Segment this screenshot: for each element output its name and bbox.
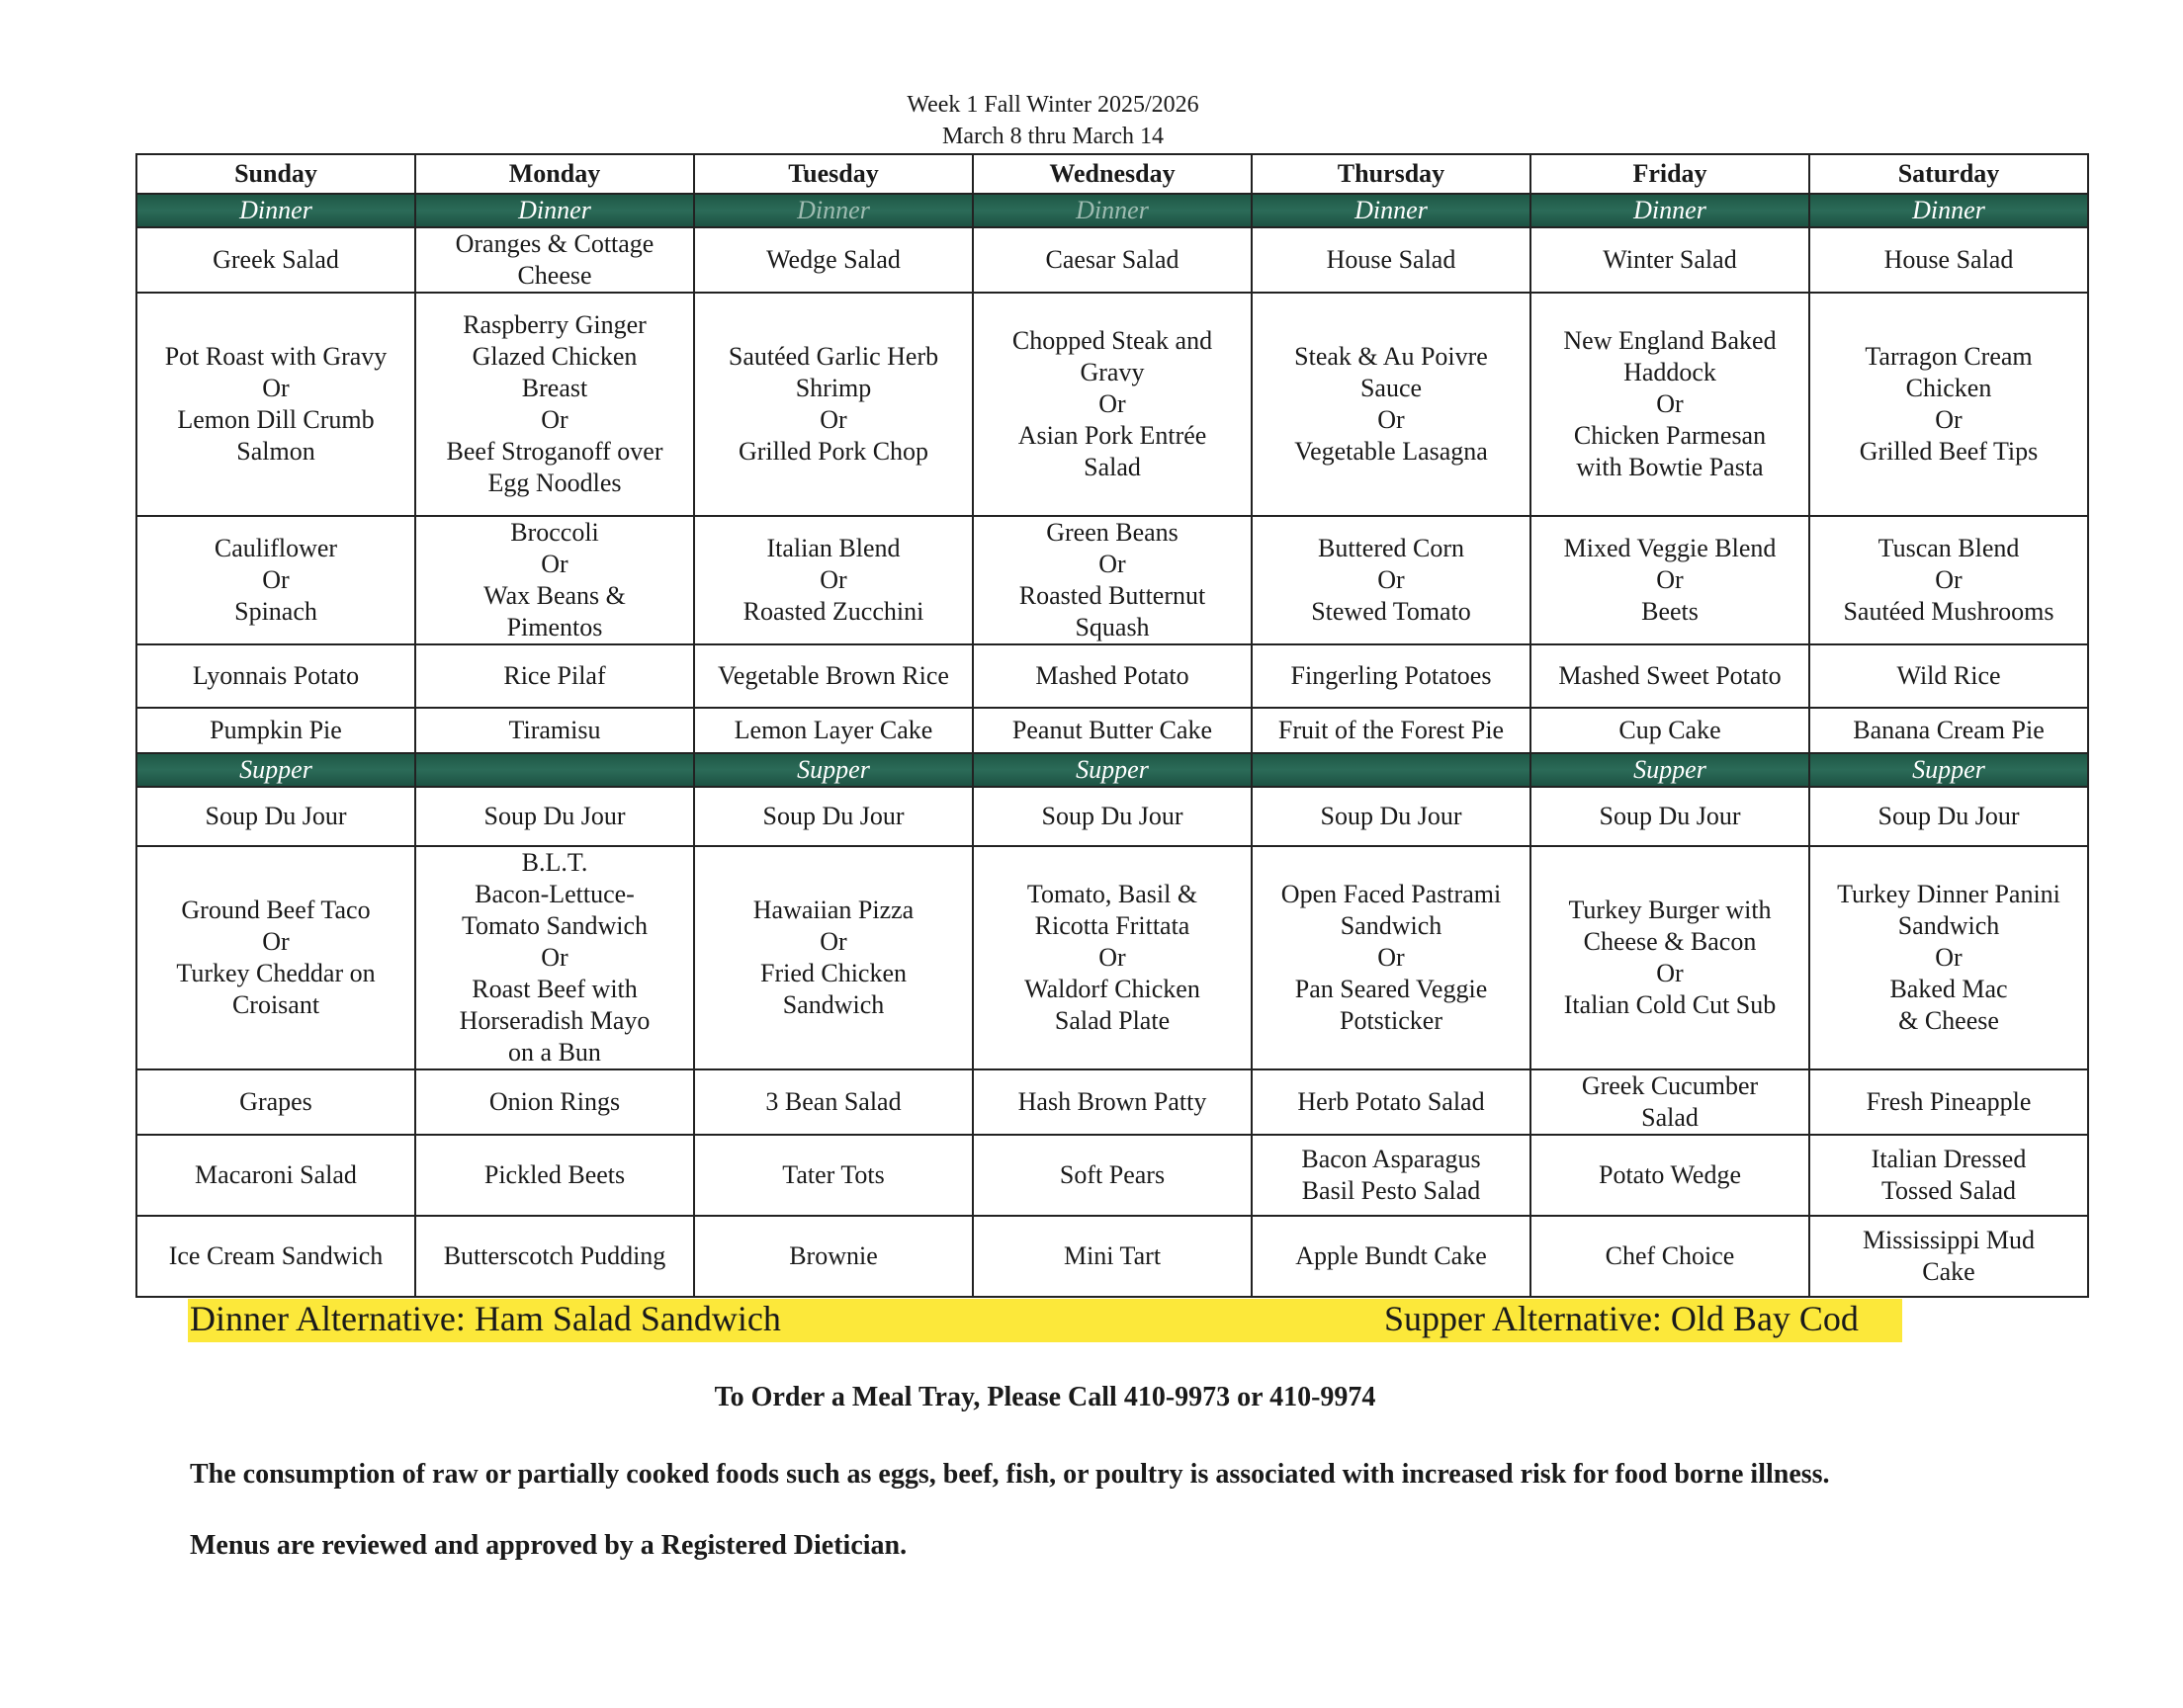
- menu-cell-line: Gravy: [1080, 358, 1145, 386]
- menu-cell-line: Pimentos: [506, 613, 603, 641]
- menu-cell-line: Roasted Butternut: [1018, 581, 1206, 610]
- menu-cell: [1809, 293, 2088, 516]
- menu-cell-line: Cake: [1922, 1257, 1975, 1286]
- dinner-vegetable-row: [136, 516, 2088, 644]
- menu-cell-line: Cauliflower: [214, 534, 338, 562]
- menu-cell: [694, 516, 973, 644]
- menu-cell: [1252, 846, 1530, 1069]
- day-header: Saturday: [1809, 154, 2088, 194]
- meal-band-cell: Supper: [694, 753, 973, 787]
- menu-cell: Vegetable Brown Rice: [694, 644, 973, 708]
- menu-cell-line: Italian Blend: [766, 534, 901, 562]
- meal-band-cell: [415, 753, 694, 787]
- day-header: Friday: [1530, 154, 1809, 194]
- menu-cell-line: Waldorf Chicken: [1024, 975, 1200, 1003]
- menu-cell-line: Beef Stroganoff over: [446, 437, 663, 466]
- menu-cell: Banana Cream Pie: [1809, 708, 2088, 753]
- menu-cell: [136, 1069, 415, 1135]
- menu-cell-line: Stewed Tomato: [1311, 597, 1471, 626]
- menu-cell-line: Or: [1656, 959, 1684, 987]
- menu-cell-line: Bacon-Lettuce-: [475, 880, 635, 908]
- menu-cell: [415, 516, 694, 644]
- menu-cell-line: Butterscotch Pudding: [443, 1241, 666, 1270]
- menu-cell-line: Buttered Corn: [1317, 534, 1465, 562]
- menu-cell: Soup Du Jour: [1252, 787, 1530, 846]
- menu-cell: Tiramisu: [415, 708, 694, 753]
- menu-cell-line: Beets: [1641, 597, 1699, 626]
- menu-cell-line: Tuscan Blend: [1877, 534, 2020, 562]
- menu-cell-line: Apple Bundt Cake: [1295, 1241, 1487, 1270]
- menu-cell-line: Or: [1935, 405, 1963, 434]
- menu-cell-line: Or: [262, 565, 290, 594]
- menu-cell-line: Horseradish Mayo: [459, 1006, 651, 1035]
- order-note: To Order a Meal Tray, Please Call 410-9973 or 410-9974: [714, 1382, 1376, 1412]
- menu-title: Week 1 Fall Winter 2025/2026: [907, 92, 1199, 118]
- menu-cell-line: Pan Seared Veggie: [1294, 975, 1488, 1003]
- menu-cell: Greek Salad: [136, 227, 415, 293]
- menu-cell-line: Or: [541, 943, 568, 972]
- dietician-note: Menus are reviewed and approved by a Registered Dietician.: [190, 1530, 908, 1561]
- menu-cell: [1252, 1135, 1530, 1216]
- meal-band-cell: Dinner: [415, 194, 694, 227]
- dinner-dessert-row: [136, 708, 2088, 753]
- meal-band-cell: Dinner: [973, 194, 1252, 227]
- menu-cell-line: Sandwich: [1340, 911, 1442, 940]
- menu-cell: Mashed Sweet Potato: [1530, 644, 1809, 708]
- menu-cell: [415, 1069, 694, 1135]
- menu-cell-line: Ricotta Frittata: [1034, 911, 1190, 940]
- meal-band-cell: Dinner: [694, 194, 973, 227]
- menu-cell-line: Tater Tots: [782, 1160, 885, 1189]
- menu-cell: [694, 1216, 973, 1297]
- menu-cell-line: Sautéed Mushrooms: [1843, 597, 2054, 626]
- menu-cell-line: Steak & Au Poivre: [1294, 342, 1488, 371]
- menu-cell-line: Herb Potato Salad: [1297, 1087, 1485, 1116]
- menu-cell-line: Salad: [1084, 453, 1141, 481]
- menu-cell-line: Raspberry Ginger: [463, 310, 647, 339]
- menu-cell-line: Chicken: [1905, 374, 1992, 402]
- menu-cell-line: Or: [1377, 565, 1405, 594]
- menu-cell-line: Or: [1656, 565, 1684, 594]
- menu-cell: Lyonnais Potato: [136, 644, 415, 708]
- menu-cell-line: Or: [1656, 389, 1684, 418]
- supper-side1-row: [136, 1069, 2088, 1135]
- menu-cell-line: Salmon: [236, 437, 315, 466]
- menu-cell: [1809, 1216, 2088, 1297]
- meal-band-cell: Supper: [1530, 753, 1809, 787]
- day-header: Sunday: [136, 154, 415, 194]
- supper-side2-row: [136, 1135, 2088, 1216]
- menu-cell-line: Spinach: [234, 597, 317, 626]
- day-header: Monday: [415, 154, 694, 194]
- meal-band-cell: Supper: [973, 753, 1252, 787]
- menu-cell-line: B.L.T.: [521, 848, 588, 877]
- menu-cell-line: Asian Pork Entrée: [1017, 421, 1207, 450]
- menu-cell: [136, 293, 415, 516]
- day-header-row: [136, 154, 2088, 194]
- menu-cell: [1530, 516, 1809, 644]
- menu-cell-line: Fresh Pineapple: [1866, 1087, 2032, 1116]
- menu-cell-line: Sauce: [1359, 374, 1423, 402]
- menu-cell-line: on a Bun: [508, 1038, 601, 1067]
- menu-cell: House Salad: [1252, 227, 1530, 293]
- menu-cell-line: Cheese & Bacon: [1583, 927, 1757, 956]
- menu-cell-line: Macaroni Salad: [195, 1160, 357, 1189]
- menu-cell-line: Turkey Burger with: [1568, 896, 1772, 924]
- menu-cell-line: Roasted Zucchini: [742, 597, 924, 626]
- menu-cell: Wedge Salad: [694, 227, 973, 293]
- menu-cell-line: Or: [1935, 565, 1963, 594]
- menu-cell-line: 3 Bean Salad: [765, 1087, 902, 1116]
- menu-cell-line: Or: [541, 405, 568, 434]
- menu-cell-line: Broccoli: [510, 518, 599, 547]
- menu-cell: Rice Pilaf: [415, 644, 694, 708]
- menu-cell: [1252, 1216, 1530, 1297]
- menu-cell: [694, 846, 973, 1069]
- menu-cell-line: Turkey Cheddar on: [176, 959, 376, 987]
- menu-cell: House Salad: [1809, 227, 2088, 293]
- supper-soup-row: [136, 787, 2088, 846]
- menu-cell: Peanut Butter Cake: [973, 708, 1252, 753]
- meal-band-cell: Dinner: [1252, 194, 1530, 227]
- menu-cell-line: Squash: [1075, 613, 1150, 641]
- supper-entree-row: [136, 846, 2088, 1069]
- menu-cell-line: Or: [1098, 550, 1126, 578]
- menu-cell-line: Italian Dressed: [1871, 1145, 2027, 1173]
- menu-cell: [1809, 1069, 2088, 1135]
- menu-cell-line: Or: [1098, 943, 1126, 972]
- menu-cell: [973, 516, 1252, 644]
- menu-cell: Winter Salad: [1530, 227, 1809, 293]
- menu-cell-line: Chef Choice: [1605, 1241, 1735, 1270]
- menu-cell-line: Italian Cold Cut Sub: [1563, 990, 1777, 1019]
- menu-cell: Oranges & Cottage Cheese: [415, 227, 694, 293]
- menu-cell: [1530, 1069, 1809, 1135]
- menu-cell: [415, 846, 694, 1069]
- menu-cell-line: Sandwich: [1897, 911, 2000, 940]
- dinner-salad-row: [136, 227, 2088, 293]
- menu-cell-line: Ground Beef Taco: [181, 896, 371, 924]
- menu-cell-line: Onion Rings: [488, 1087, 621, 1116]
- menu-cell: Wild Rice: [1809, 644, 2088, 708]
- meal-band-cell: Dinner: [136, 194, 415, 227]
- menu-cell: [973, 1069, 1252, 1135]
- day-header: Wednesday: [973, 154, 1252, 194]
- menu-cell-line: Hash Brown Patty: [1017, 1087, 1207, 1116]
- menu-date-range: March 8 thru March 14: [942, 124, 1164, 149]
- day-header: Thursday: [1252, 154, 1530, 194]
- day-header: Tuesday: [694, 154, 973, 194]
- supper-dessert-row: [136, 1216, 2088, 1297]
- menu-cell-line: Mississippi Mud: [1862, 1226, 2036, 1254]
- menu-cell: Soup Du Jour: [694, 787, 973, 846]
- menu-cell: [415, 1216, 694, 1297]
- supper-band-row: [136, 753, 2088, 787]
- menu-cell-line: Fried Chicken: [759, 959, 908, 987]
- menu-cell: Caesar Salad: [973, 227, 1252, 293]
- menu-cell-line: Hawaiian Pizza: [752, 896, 915, 924]
- menu-cell: [1809, 846, 2088, 1069]
- consumption-warning: The consumption of raw or partially cooked foods such as eggs, beef, fish, or poultry is associated with increased risk for food borne illness.: [190, 1459, 1830, 1490]
- menu-cell: [1530, 1135, 1809, 1216]
- menu-cell-line: Shrimp: [795, 374, 872, 402]
- menu-cell: [415, 1135, 694, 1216]
- menu-cell-line: Tossed Salad: [1880, 1176, 2017, 1205]
- menu-cell-line: & Cheese: [1898, 1006, 1999, 1035]
- menu-cell-line: Or: [1098, 389, 1126, 418]
- menu-cell-line: Bacon Asparagus: [1301, 1145, 1481, 1173]
- menu-cell: [973, 1135, 1252, 1216]
- dinner-alternative: Dinner Alternative: Ham Salad Sandwich: [190, 1299, 781, 1338]
- menu-cell: Fingerling Potatoes: [1252, 644, 1530, 708]
- menu-cell-line: with Bowtie Pasta: [1576, 453, 1764, 481]
- menu-cell: [694, 1135, 973, 1216]
- menu-cell: Soup Du Jour: [973, 787, 1252, 846]
- menu-cell: Cup Cake: [1530, 708, 1809, 753]
- menu-cell-line: Grilled Pork Chop: [738, 437, 929, 466]
- menu-cell-line: Sautéed Garlic Herb: [728, 342, 939, 371]
- meal-band-cell: Dinner: [1809, 194, 2088, 227]
- meal-band-cell: Dinner: [1530, 194, 1809, 227]
- menu-cell-line: Glazed Chicken: [472, 342, 638, 371]
- menu-cell-line: Haddock: [1623, 358, 1716, 386]
- menu-cell-line: Or: [820, 927, 847, 956]
- menu-cell: [1252, 293, 1530, 516]
- menu-cell: Soup Du Jour: [415, 787, 694, 846]
- menu-cell: [1530, 1216, 1809, 1297]
- menu-cell: Pumpkin Pie: [136, 708, 415, 753]
- menu-cell-line: Lemon Dill Crumb: [177, 405, 375, 434]
- menu-cell-line: Salad: [1641, 1103, 1699, 1132]
- menu-cell-line: Egg Noodles: [487, 469, 622, 497]
- menu-cell-line: Or: [262, 927, 290, 956]
- menu-cell-line: Roast Beef with: [472, 975, 638, 1003]
- menu-cell-line: Chopped Steak and: [1011, 326, 1213, 355]
- menu-cell: [1809, 1135, 2088, 1216]
- menu-cell: Soup Du Jour: [136, 787, 415, 846]
- menu-cell-line: Ice Cream Sandwich: [168, 1241, 384, 1270]
- menu-cell-line: Tarragon Cream: [1865, 342, 2033, 371]
- meal-band-cell: Supper: [1809, 753, 2088, 787]
- dinner-entree-row: [136, 293, 2088, 516]
- menu-cell-line: Breast: [521, 374, 588, 402]
- menu-cell: Fruit of the Forest Pie: [1252, 708, 1530, 753]
- menu-cell: [973, 846, 1252, 1069]
- menu-cell-line: New England Baked: [1563, 326, 1777, 355]
- menu-cell: [1530, 293, 1809, 516]
- menu-cell-line: Or: [262, 374, 290, 402]
- menu-cell-line: Salad Plate: [1054, 1006, 1171, 1035]
- menu-cell-line: Baked Mac: [1889, 975, 2008, 1003]
- menu-cell-line: Soft Pears: [1059, 1160, 1166, 1189]
- menu-cell-line: Or: [1377, 405, 1405, 434]
- menu-cell-line: Grapes: [239, 1087, 312, 1116]
- menu-cell-line: Brownie: [789, 1241, 878, 1270]
- menu-cell: [694, 1069, 973, 1135]
- menu-cell-line: Greek Cucumber: [1581, 1071, 1759, 1100]
- menu-cell: [1530, 846, 1809, 1069]
- menu-cell: [1252, 516, 1530, 644]
- menu-cell-line: Pickled Beets: [483, 1160, 626, 1189]
- menu-cell: [136, 1135, 415, 1216]
- menu-cell-line: Chicken Parmesan: [1573, 421, 1767, 450]
- menu-cell: [415, 293, 694, 516]
- menu-cell: [1252, 1069, 1530, 1135]
- menu-cell: [136, 846, 415, 1069]
- menu-cell-line: Tomato, Basil &: [1026, 880, 1198, 908]
- menu-cell: Soup Du Jour: [1809, 787, 2088, 846]
- menu-cell-line: Or: [820, 405, 847, 434]
- weekly-menu-table: [135, 153, 2089, 1298]
- menu-cell: [136, 1216, 415, 1297]
- menu-cell-line: Mixed Veggie Blend: [1563, 534, 1777, 562]
- menu-cell-line: Grilled Beef Tips: [1859, 437, 2039, 466]
- menu-cell-line: Basil Pesto Salad: [1301, 1176, 1481, 1205]
- menu-cell-line: Open Faced Pastrami: [1280, 880, 1502, 908]
- dinner-starch-row: [136, 644, 2088, 708]
- meal-band-cell: Supper: [136, 753, 415, 787]
- menu-cell: Mashed Potato: [973, 644, 1252, 708]
- menu-cell-line: Mini Tart: [1063, 1241, 1162, 1270]
- menu-cell-line: Turkey Dinner Panini: [1837, 880, 2060, 908]
- menu-cell: [973, 1216, 1252, 1297]
- menu-cell-line: Or: [1935, 943, 1963, 972]
- menu-cell: [136, 516, 415, 644]
- menu-cell-line: Sandwich: [782, 990, 885, 1019]
- menu-cell-line: Wax Beans &: [483, 581, 626, 610]
- menu-cell-line: Potato Wedge: [1598, 1160, 1741, 1189]
- menu-cell-line: Or: [541, 550, 568, 578]
- menu-cell: [1809, 516, 2088, 644]
- menu-cell-line: Vegetable Lasagna: [1294, 437, 1488, 466]
- menu-cell-line: Croisant: [231, 990, 320, 1019]
- menu-cell-line: Or: [1377, 943, 1405, 972]
- dinner-band-row: [136, 194, 2088, 227]
- menu-cell: [694, 293, 973, 516]
- menu-cell-line: Tomato Sandwich: [461, 911, 649, 940]
- menu-cell: Lemon Layer Cake: [694, 708, 973, 753]
- menu-cell: [973, 293, 1252, 516]
- menu-cell-line: Potsticker: [1340, 1006, 1442, 1035]
- meal-band-cell: [1252, 753, 1530, 787]
- menu-cell: Soup Du Jour: [1530, 787, 1809, 846]
- menu-cell-line: Or: [820, 565, 847, 594]
- menu-cell-line: Pot Roast with Gravy: [164, 342, 388, 371]
- menu-cell-line: Green Beans: [1046, 518, 1179, 547]
- supper-alternative: Supper Alternative: Old Bay Cod: [1384, 1299, 1859, 1338]
